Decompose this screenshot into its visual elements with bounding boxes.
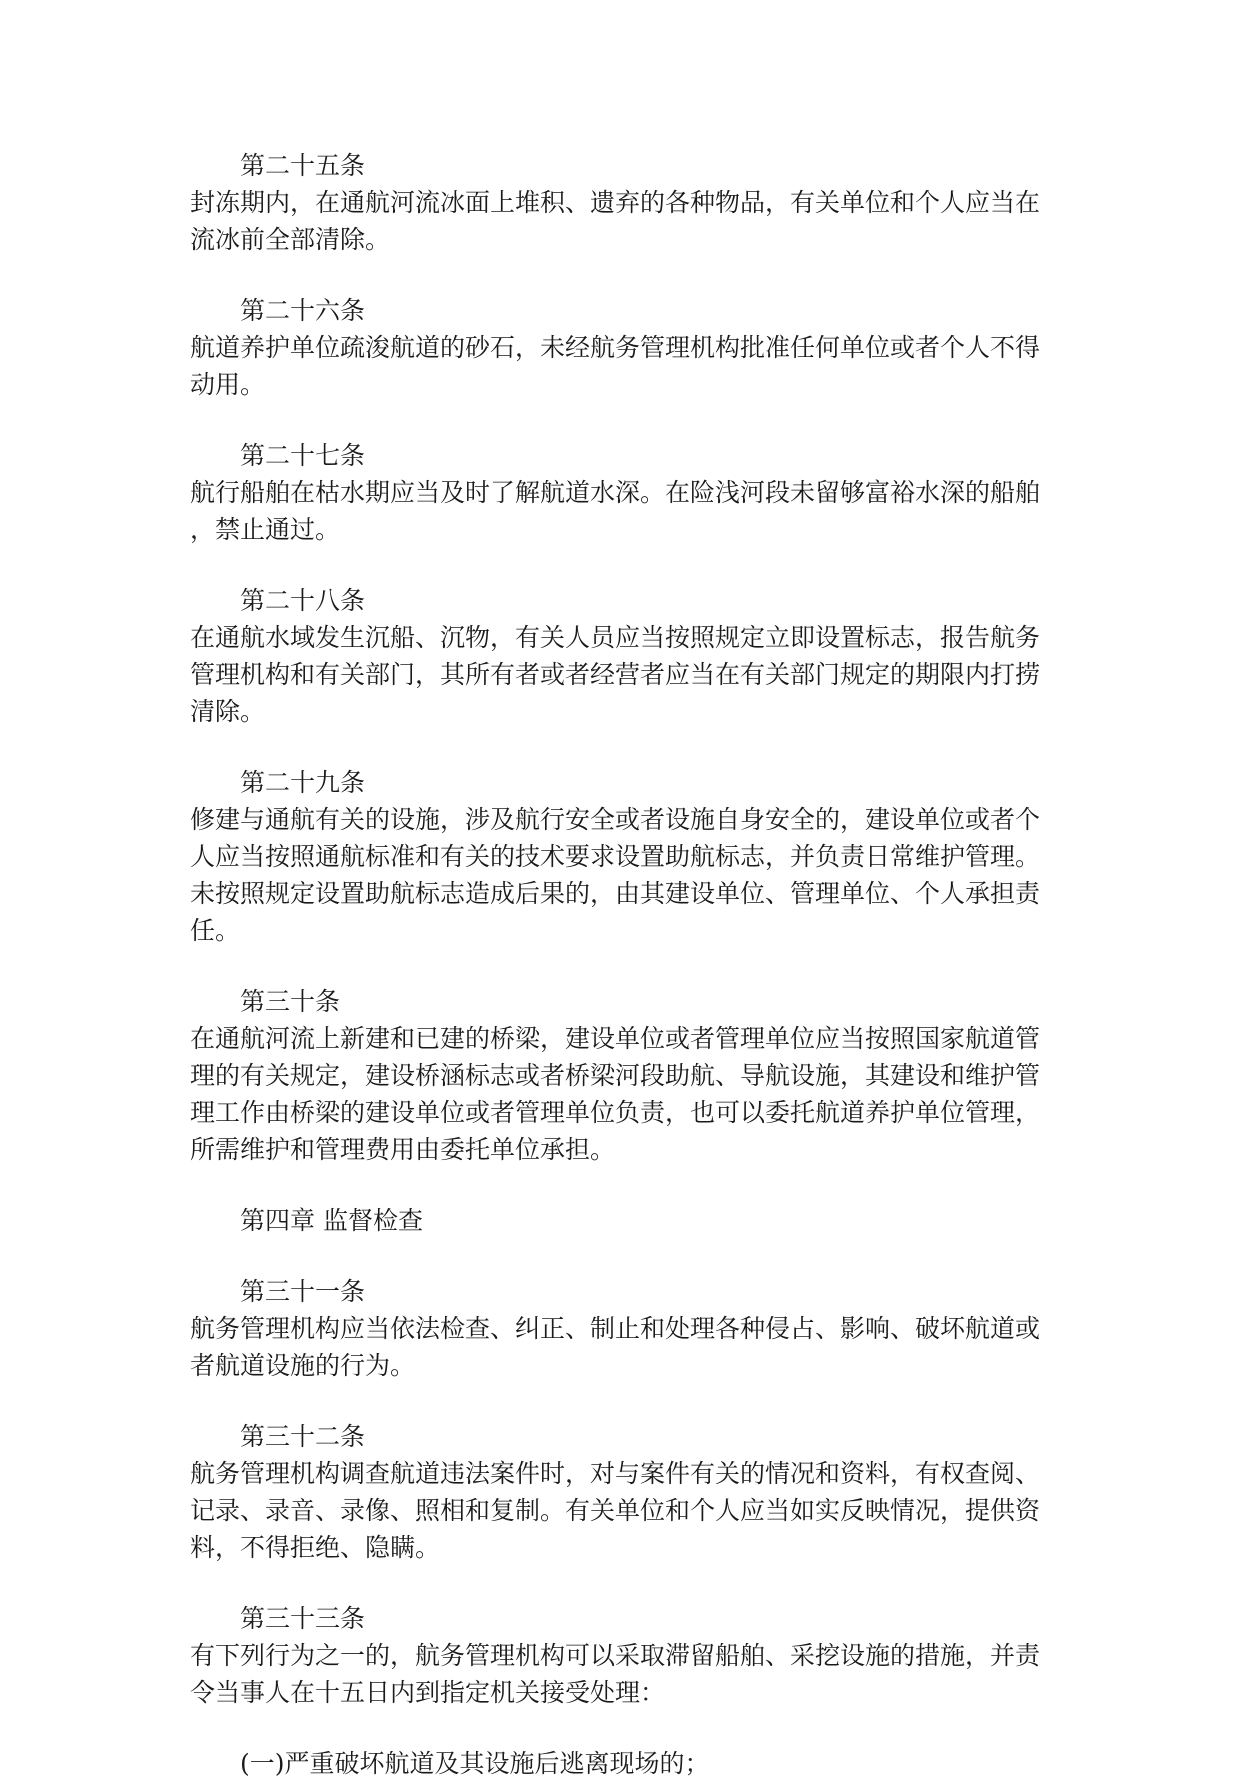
article (190, 1600, 1241, 1711)
article (190, 582, 1241, 730)
article-text-line: 未按照规定设置助航标志造成后果的，由其建设单位、管理单位、个人承担责 (190, 879, 1041, 908)
article-text-line: 航务管理机构应当依法检查、纠正、制止和处理各种侵占、影响、破坏航道或 (190, 1314, 1041, 1343)
article-text-line: 航行船舶在枯水期应当及时了解航道水深。在险浅河段未留够富裕水深的船舶 (190, 478, 1041, 507)
article-text-line: 理工作由桥梁的建设单位或者管理单位负责，也可以委托航道养护单位管理， (190, 1098, 1041, 1127)
article-text-line: 记录、录音、录像、照相和复制。有关单位和个人应当如实反映情况，提供资 (190, 1496, 1041, 1525)
article (190, 983, 1241, 1168)
article-text-line: 管理机构和有关部门，其所有者或者经营者应当在有关部门规定的期限内打捞 (190, 660, 1041, 689)
article-text-line: 任。 (190, 916, 241, 945)
article-text-line: 航道养护单位疏浚航道的砂石，未经航务管理机构批准任何单位或者个人不得 (190, 333, 1041, 362)
article-text-line: 封冻期内，在通航河流冰面上堆积、遗弃的各种物品，有关单位和个人应当在 (190, 188, 1041, 217)
article (190, 764, 1241, 949)
articles-section-2 (190, 1273, 1241, 1711)
article (190, 437, 1241, 548)
article-text-line: 人应当按照通航标准和有关的技术要求设置助航标志，并负责日常维护管理。 (190, 842, 1041, 871)
articles-section-1 (190, 147, 1241, 1168)
article-text-line: 修建与通航有关的设施，涉及航行安全或者设施自身安全的，建设单位或者个 (190, 805, 1041, 834)
article-heading: 第三十二条 (240, 1422, 366, 1451)
article (190, 292, 1241, 403)
article-heading: 第二十八条 (240, 586, 366, 615)
article-text-line: 所需维护和管理费用由委托单位承担。 (190, 1135, 616, 1164)
article-heading: 第三十三条 (240, 1604, 366, 1633)
article-text-line: 在通航水域发生沉船、沉物，有关人员应当按照规定立即设置标志，报告航务 (190, 623, 1041, 652)
article-text-line: 令当事人在十五日内到指定机关接受处理： (190, 1678, 666, 1707)
article-text-line: 动用。 (190, 370, 266, 399)
article-heading: 第三十一条 (240, 1277, 366, 1306)
article-heading: 第二十七条 (240, 441, 366, 470)
article (190, 1273, 1241, 1384)
article (190, 147, 1241, 258)
article-text-line: ，禁止通过。 (190, 515, 341, 544)
article-text-line: 料，不得拒绝、隐瞒。 (190, 1533, 441, 1562)
article-text-line: 理的有关规定，建设桥涵标志或者桥梁河段助航、导航设施，其建设和维护管 (190, 1061, 1041, 1090)
article-text-line: 在通航河流上新建和已建的桥梁，建设单位或者管理单位应当按照国家航道管 (190, 1024, 1041, 1053)
article-text-line: 者航道设施的行为。 (190, 1351, 416, 1380)
article-heading: 第三十条 (240, 987, 341, 1016)
article-heading: 第二十六条 (240, 296, 366, 325)
article-heading: 第二十九条 (240, 768, 366, 797)
chapter-heading: 第四章 监督检查 (240, 1206, 423, 1235)
article-text-line: 流冰前全部清除。 (190, 225, 391, 254)
article (190, 1418, 1241, 1566)
article-text-line: 清除。 (190, 697, 266, 726)
article-text-line: 有下列行为之一的，航务管理机构可以采取滞留船舶、采挖设施的措施，并责 (190, 1641, 1041, 1670)
article-heading: 第二十五条 (240, 151, 366, 180)
article-text-line: 航务管理机构调查航道违法案件时，对与案件有关的情况和资料，有权查阅、 (190, 1459, 1041, 1488)
list-item: (一)严重破坏航道及其设施后逃离现场的； (240, 1749, 710, 1778)
item-list (190, 1745, 1241, 1782)
